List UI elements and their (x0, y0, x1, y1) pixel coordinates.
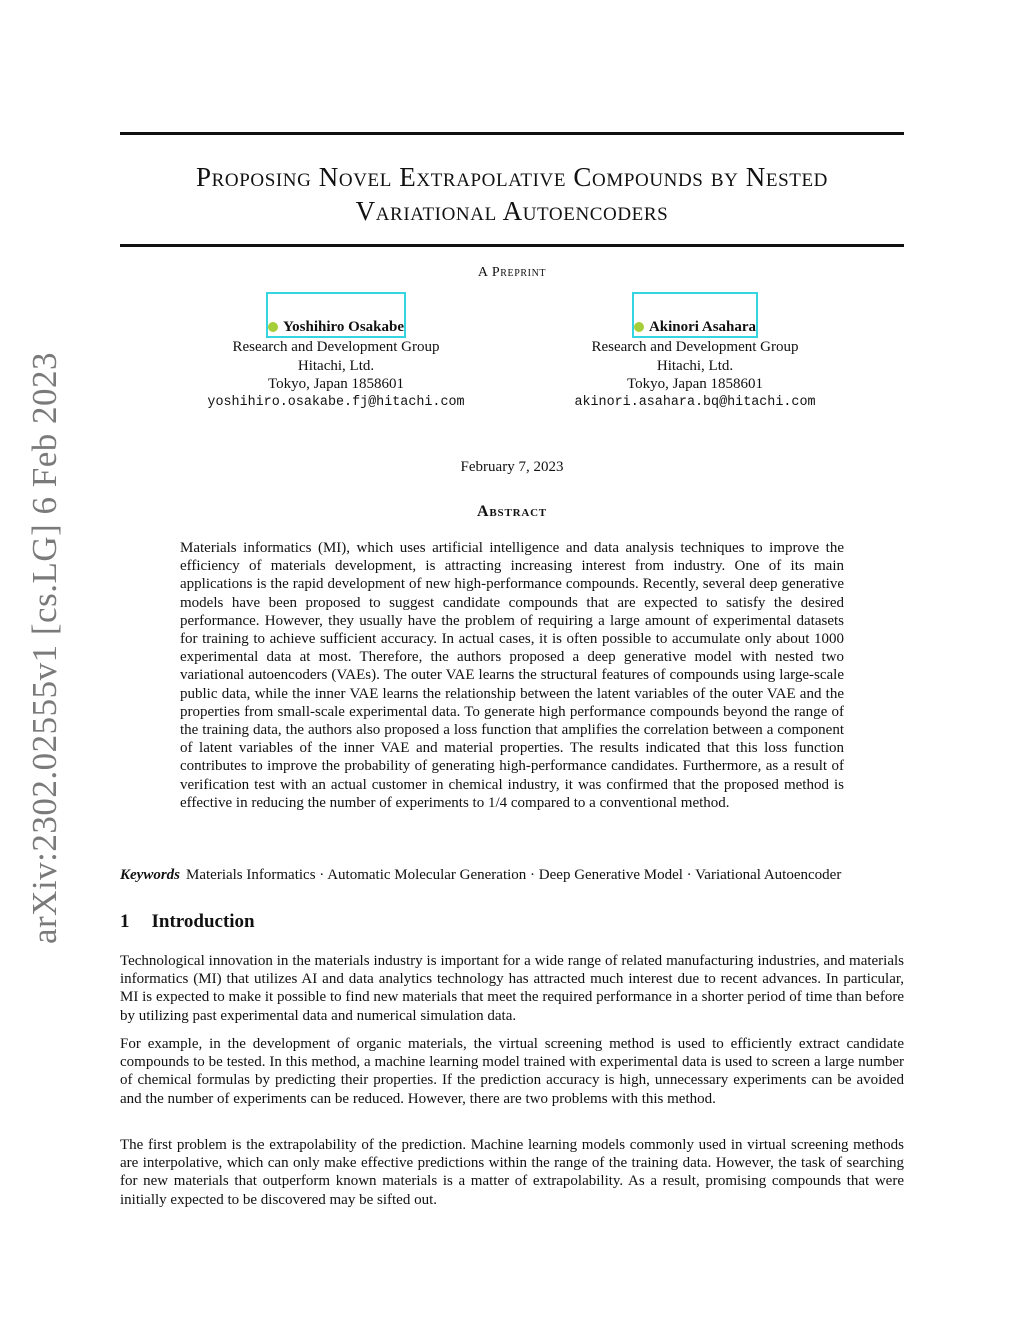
orcid-icon[interactable] (634, 322, 644, 332)
abstract-heading: Abstract (477, 503, 547, 520)
author-affiliation: Research and Development Group (591, 339, 799, 356)
title-bottom-rule (120, 244, 904, 247)
author-name-link[interactable] (266, 292, 406, 338)
publication-date: February 7, 2023 (460, 459, 564, 475)
keywords-list: Materials Informatics · Automatic Molecular Generation · Deep Generative Model · Variational Autoencoder (186, 867, 842, 883)
author-company: Hitachi, Ltd. (297, 357, 375, 374)
author-company: Hitachi, Ltd. (656, 357, 734, 374)
paper-title (120, 160, 904, 228)
arxiv-identifier: arXiv:2302.02555v1 [cs.LG] 6 Feb 2023 (25, 351, 64, 945)
author-email[interactable]: akinori.asahara.bq@hitachi.com (574, 394, 816, 410)
orcid-icon[interactable] (268, 322, 278, 332)
intro-paragraph-1: Technological innovation in the materials industry is important for a wide range of related manufacturing industries, and materials informatics (MI) that utilizes AI and data analytics technology has attracted much interest due to recent advances. In particular, MI is expected to make it possible to find new materials that meet the required performance in a shorter period of time than before by utilizing past experimental data and numerical simulation data. (120, 953, 904, 1024)
paper-title-line-2: Variational Autoencoders (355, 196, 669, 226)
author-email[interactable]: yoshihiro.osakabe.fj@hitachi.com (207, 394, 465, 410)
author-name: Akinori Asahara (648, 319, 757, 335)
intro-paragraph-3: The first problem is the extrapolability of the prediction. Machine learning models commonly used in virtual screening methods are interpolative, which can only make effective predictions within the range of the training data. However, the task of searching for new materials that outperform known materials is a matter of extrapolability. As a result, promising compounds that were initially expected to be discovered may be sifted out. (120, 1137, 904, 1208)
author-location: Tokyo, Japan 1858601 (626, 376, 764, 393)
section-title: Introduction (151, 911, 255, 932)
author-block-asahara (530, 292, 860, 412)
author-block-osakabe (171, 292, 501, 412)
author-name: Yoshihiro Osakabe (282, 319, 404, 335)
section-number: 1 (120, 911, 130, 932)
keywords-line (120, 867, 920, 884)
title-top-rule (120, 132, 904, 135)
keywords-label: Keywords (120, 867, 180, 883)
author-location: Tokyo, Japan 1858601 (267, 376, 405, 393)
author-affiliation: Research and Development Group (232, 339, 440, 356)
abstract-text: Materials informatics (MI), which uses artificial intelligence and data analysis techniques to improve the efficiency of materials development, is attracting increasing interest from industry. One of its main applications is the rapid development of new high-performance compounds. Recently, several deep generative models have been proposed to suggest candidate compounds that are expected to satisfy the desired performance. However, they usually have the problem of requiring a large amount of experimental datasets for training to achieve sufficient accuracy. In actual cases, it is often possible to accumulate only about 1000 experimental data at most. Therefore, the authors proposed a deep generative model with nested two variational autoencoders (VAEs). The outer VAE learns the structural features of compounds using large-scale public data, while the inner VAE learns the relationship between the latent variables of the outer VAE and the properties from small-scale experimental data. To generate high performance compounds beyond the range of the training data, the authors also proposed a loss function that amplifies the correlation between a component of latent variables of the inner VAE and material properties. The results indicated that this loss function contributes to improve the probability of generating high-performance candidates. Furthermore, as a result of verification test with an actual customer in chemical industry, it was confirmed that the proposed method is effective in reducing the number of experiments to 1/4 compared to a conventional method. (180, 540, 844, 811)
preprint-label: A Preprint (477, 265, 547, 280)
section-heading-introduction (120, 911, 255, 933)
paper-title-line-1: Proposing Novel Extrapolative Compounds by Nested (196, 162, 828, 192)
author-name-link[interactable] (632, 292, 758, 338)
intro-paragraph-2: For example, in the development of organic materials, the virtual screening method is used to efficiently extract candidate compounds to be tested. In this method, a machine learning model trained with experimental data is used to screen a large number of chemical formulas by predicting their properties. If the prediction accuracy is high, unnecessary experiments can be avoided and the number of experiments can be reduced. However, there are two problems with this method. (120, 1036, 904, 1107)
